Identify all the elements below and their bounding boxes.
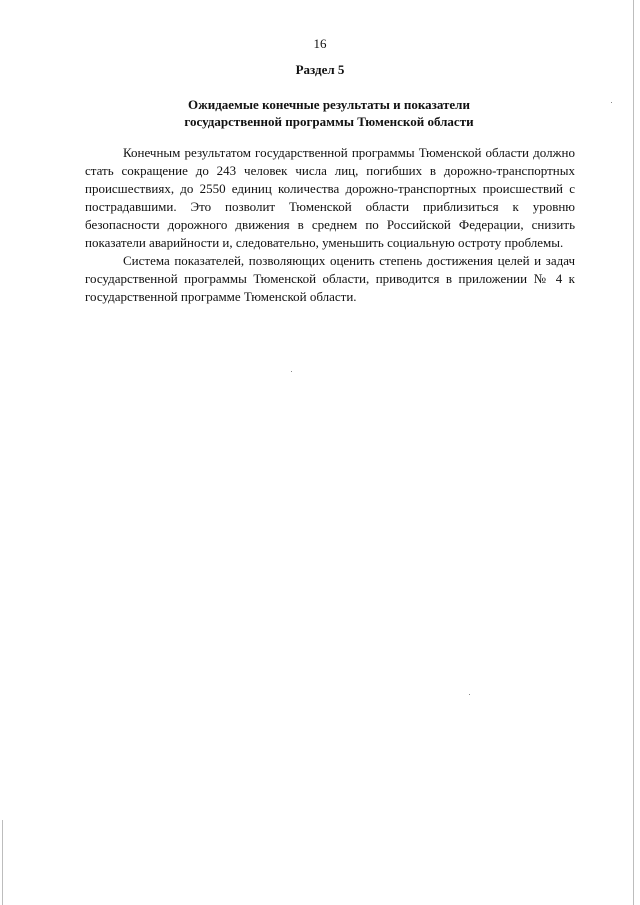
scan-speck: [611, 102, 612, 103]
scan-edge-line: [633, 0, 634, 905]
scan-speck: [291, 371, 292, 372]
section-title: Раздел 5: [295, 62, 345, 77]
heading-line-1: Ожидаемые конечные результаты и показатели: [188, 97, 470, 112]
body-text: [85, 144, 575, 306]
paragraph-indicators: Система показателей, позволяющих оценить степень достижения целей и задач государственной программы Тюменской области, приводится в приложении № 4 к государственной программе Тюменской области.: [85, 253, 575, 304]
heading-line-2: государственной программы Тюменской области: [184, 114, 474, 129]
page-number: 16: [313, 36, 327, 51]
paragraph-results: Конечным результатом государственной программы Тюменской области должно стать сокращение до 243 человек числа лиц, погибших в дорожно-транспортных происшествиях, до 2550 единиц количества дорожно-транспортных происшествий с пострадавшими. Это позволит Тюменской области приблизиться к уровню безопасности дорожного движения в среднем по Российской Федерации, снизить показатели аварийности и, следовательно, уменьшить социальную остроту проблемы.: [85, 145, 575, 250]
scan-edge-line: [2, 820, 3, 905]
document-heading: [0, 96, 640, 130]
scan-speck: [469, 694, 470, 695]
